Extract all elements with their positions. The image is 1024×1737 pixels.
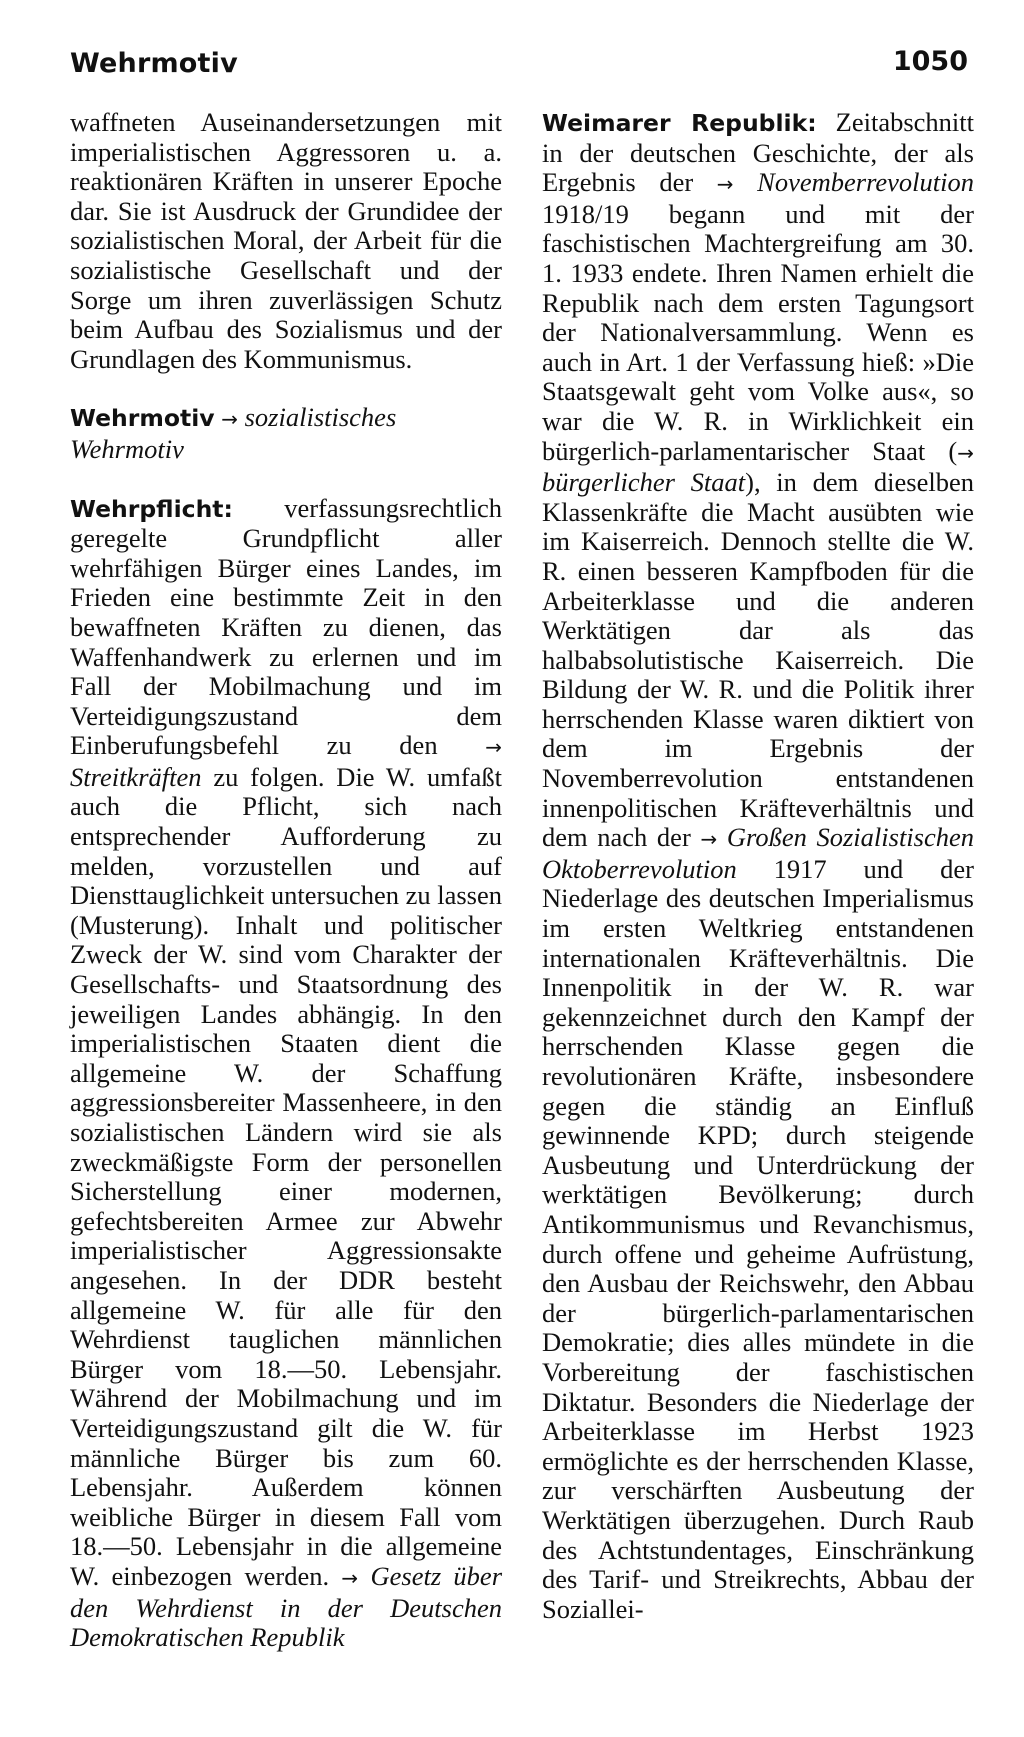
cross-reference-arrow-icon: → bbox=[957, 440, 974, 465]
cross-reference-arrow-icon: → bbox=[700, 827, 718, 852]
continuation-text: waffneten Auseinandersetzungen mit imperialistischen Aggressoren u. a. reaktionären Kräften in unserer Epoche dar. Sie ist Ausdruck der Grundidee der sozialistischen Moral, der Arbeit für die sozialistische Gesellschaft und der Sorge um ihren zuverlässigen Schutz beim Aufbau des Sozialismus und der Grundlagen des Kommunismus. bbox=[70, 107, 502, 374]
cross-reference-link[interactable]: Großen Sozialistischen Oktoberrevolution bbox=[542, 822, 975, 884]
headword-weimarer-republik: Weimarer Republik: bbox=[542, 109, 817, 137]
cross-reference-link[interactable]: Gesetz über den Wehrdienst in der Deutschen Demokratischen Republik bbox=[70, 1560, 503, 1653]
left-column bbox=[70, 108, 502, 1653]
page-number: 1050 bbox=[892, 46, 968, 77]
entry-text: Zeitabschnitt in der deutschen Geschichte, der als Ergebnis der bbox=[542, 107, 974, 198]
page-header bbox=[70, 48, 968, 88]
headword-wehrpflicht: Wehrpflicht: bbox=[70, 494, 233, 523]
entry-wehrpflicht bbox=[70, 494, 502, 1653]
entry-wehrmotiv bbox=[70, 403, 502, 464]
cross-reference-arrow-icon: → bbox=[341, 1565, 359, 1590]
running-head: Wehrmotiv bbox=[70, 48, 238, 79]
cross-reference-link[interactable]: sozialistisches Wehrmotiv bbox=[70, 402, 397, 464]
entry-text: zu folgen. Die W. umfaßt auch die Pflicht, sich nach entsprechender Aufforderung zu melden, vorzustellen und auf Diensttauglichkeit untersuchen zu lassen (Musterung). Inhalt und politischer Zweck der W. sind vom Charakter der Gesellschafts- und Staatsordnung des jeweiligen Landes abhängig. In den imperialistischen Staaten dient die allgemeine W. der Schaffung aggressionsbereiter Massenheere, in den sozialistischen Ländern wird sie als zweckmäßigste Form der personellen Sicherstellung einer modernen, gefechtsbereiten Armee zur Abwehr imperialistischer Aggressionsakte angesehen. In der DDR besteht allgemeine W. für alle für den Wehrdienst tauglichen männlichen Bürger vom 18.—50. Lebensjahr. Während der Mobilmachung und im Verteidigungszustand gilt die W. für männliche Bürger bis zum 60. Lebensjahr. Außerdem können weibliche Bürger in diesem Fall vom 18.—50. Lebensjahr in die allgemeine W. einbezogen werden. bbox=[70, 761, 503, 1591]
cross-reference-arrow-icon: → bbox=[221, 407, 238, 432]
entry-text: 1918/19 begann und mit der faschistischen Machtergreifung am 30. 1. 1933 endete. Ihren Namen erhielt die Republik nach dem ersten Tagungsort der Nationalversammlung. Wenn es auch in Art. 1 der Verfassung hieß: »Die Staatsgewalt geht vom Volke aus«, so war die W. R. in Wirklichkeit ein bürgerlich-parlamentarischer Staat ( bbox=[542, 198, 974, 466]
right-column bbox=[542, 108, 974, 1624]
cross-reference-arrow-icon: → bbox=[716, 172, 734, 197]
cross-reference-link[interactable]: bürgerlicher Staat bbox=[542, 467, 746, 498]
entry-weimarer-republik bbox=[542, 108, 974, 1624]
cross-reference-arrow-icon: → bbox=[485, 735, 502, 760]
cross-reference-link[interactable]: Novemberrevolution bbox=[757, 167, 975, 198]
entry-text: verfassungsrechtlich geregelte Grundpflicht aller wehrfähigen Bürger eines Landes, im Frieden eine bestimmte Zeit in den bewaffneten Kräften zu dienen, das Waffenhandwerk zu erlernen und im Fall der Mobilmachung und im Verteidigungszustand dem Einberufungsbefehl zu den bbox=[70, 492, 502, 761]
entry-text: 1917 und der Niederlage des deutschen Imperialismus im ersten Weltkrieg entstandenen internationalen Kräfteverhältnis. Die Innenpolitik in der W. R. war gekennzeichnet durch den Kampf der herrschenden Klasse gegen die revolutionären Kräfte, insbesondere gegen die ständig an Einfluß gewinnende KPD; durch steigende Ausbeutung und Unterdrückung der werktätigen Bevölkerung; durch Antikommunismus und Revanchismus, durch offene und geheime Aufrüstung, den Ausbau der Reichswehr, den Abbau der bürgerlich-parlamentarischen Demokratie; dies alles mündete in die Vorbereitung der faschistischen Diktatur. Besonders die Niederlage der Arbeiterklasse im Herbst 1923 ermöglichte es der herrschenden Klasse, zur verschärften Ausbeutung der Werktätigen überzugehen. Durch Raub des Achtstundentages, Einschränkung des Tarif- und Streikrechts, Abbau der Soziallei- bbox=[542, 853, 974, 1624]
entry-text: ), in dem dieselben Klassenkräfte die Macht ausübten wie im Kaiserreich. Dennoch stellte die W. R. einen besseren Kampfboden für die Arbeiterklasse und die anderen Werktätigen dar als das halbabsolutistische Kaiserreich. Die Bildung der W. R. und die Politik ihrer herrschenden Klasse waren diktiert von dem im Ergebnis der Novemberrevolution entstandenen innenpolitischen Kräfteverhältnis und dem nach der bbox=[542, 467, 974, 853]
headword-wehrmotiv: Wehrmotiv bbox=[70, 404, 215, 433]
continuation-paragraph bbox=[70, 108, 502, 374]
cross-reference-link[interactable]: Streitkräften bbox=[70, 761, 202, 792]
